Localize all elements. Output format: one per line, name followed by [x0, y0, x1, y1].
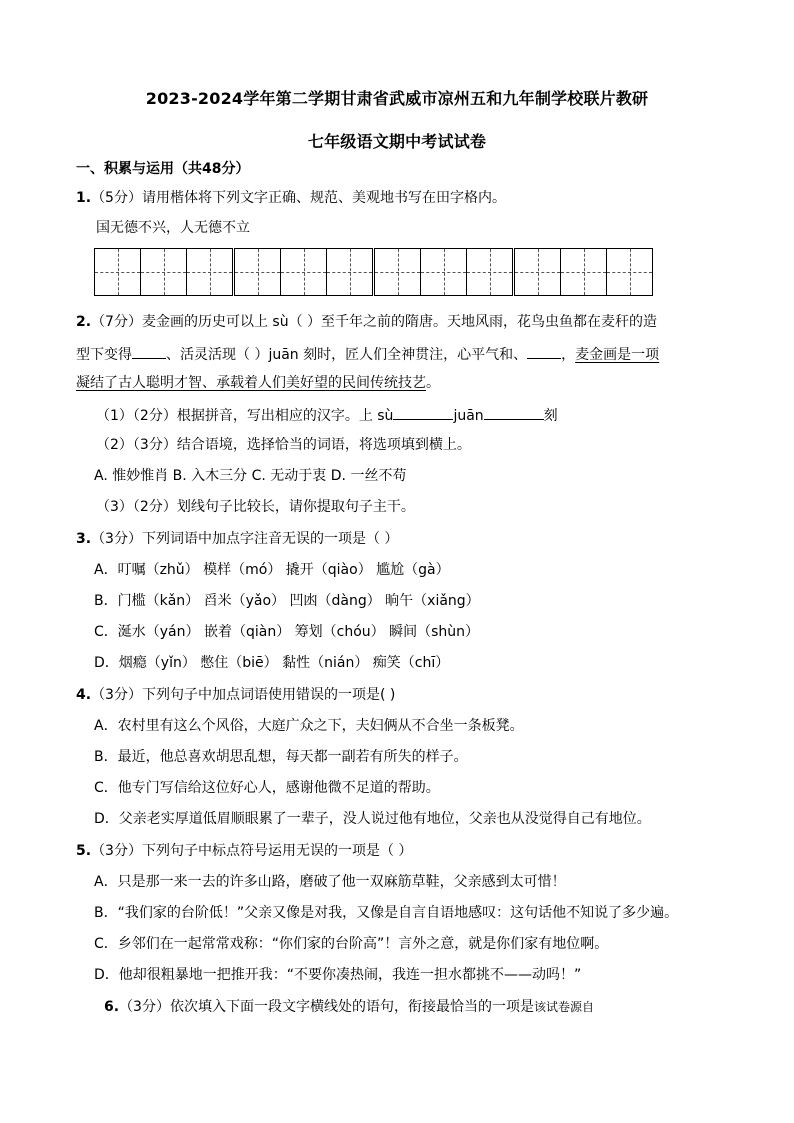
grid-cell[interactable] [420, 248, 467, 296]
question-text: （3分）下列句子中标点符号运用无误的一项是（ ） [91, 843, 413, 859]
option-a[interactable]: A．只是那一来一去的许多山路，磨破了他一双麻筋草鞋，父亲感到太可惜！ [94, 874, 566, 890]
question-text: （3分）下列词语中加点字注音无误的一项是（ ） [91, 531, 399, 547]
underlined-sentence: 凝结了古人聪明才智、承载着人们美好望的民间传统技艺 [76, 375, 426, 391]
question-4 [76, 686, 395, 704]
question-number: 1. [76, 190, 92, 206]
option-d[interactable]: D．父亲老实厚道低眉顺眼累了一辈子，没人说过他有地位，父亲也从没觉得自己有地位。 [94, 811, 651, 827]
option-b[interactable]: B．门槛（kǎn） 舀米（yǎo） 凹凼（dàng） 晌午（xiǎng） [94, 593, 480, 609]
question-6 [104, 998, 594, 1016]
exam-title-line2: 七年级语文期中考试试卷 [307, 132, 487, 151]
question-3 [76, 530, 398, 548]
question-number: 6. [104, 999, 120, 1015]
tianzige-grid[interactable] [94, 248, 674, 296]
option-a[interactable]: A．农村里有这么个风俗，大庭广众之下，夫妇俩从不合坐一条板凳。 [94, 718, 524, 734]
question-1 [76, 189, 506, 207]
question-number: 4. [76, 687, 92, 703]
question-number: 3. [76, 531, 92, 547]
option-c[interactable]: C．涎水（yán） 嵌着（qiàn） 筹划（chóu） 瞬间（shùn） [94, 624, 480, 640]
option-c[interactable]: C．他专门写信给这位好心人，感谢他微不足道的帮助。 [94, 780, 440, 796]
sub-question-text: 刻 [543, 408, 558, 424]
option-b[interactable]: B．“我们家的台阶低！”父亲又像是对我，又像是自言自语地感叹：这句话他不知说了多少遍。 [94, 905, 679, 921]
answer-blank[interactable] [132, 344, 166, 359]
q2-sub1 [96, 405, 558, 425]
exam-title-line1: 2023-2024学年第二学期甘肃省武威市凉州五和九年制学校联片教研 [145, 89, 649, 108]
question-5 [76, 842, 412, 860]
sub-question-text: juān [453, 408, 484, 424]
answer-blank[interactable] [484, 405, 544, 420]
grid-cell[interactable] [140, 248, 187, 296]
q2-line2-part: 型下变得 [76, 347, 132, 363]
q2-line2 [76, 344, 659, 364]
section-heading: 一、积累与运用（共48分） [76, 161, 250, 177]
underlined-sentence: 麦金画是一项 [575, 347, 660, 363]
q1-sentence: 国无德不兴，人无德不立 [96, 220, 250, 236]
question-number: 5. [76, 843, 92, 859]
grid-cell[interactable] [94, 248, 141, 296]
answer-blank[interactable] [527, 344, 561, 359]
q2-line3 [76, 374, 440, 392]
option-d[interactable]: D．烟瘾（yǐn） 憋住（biē） 黏性（nián） 痴笑（chī） [94, 655, 450, 671]
grid-cell[interactable] [186, 248, 233, 296]
grid-cell[interactable] [326, 248, 373, 296]
q2-line3-end: 。 [426, 375, 440, 391]
q2-line2-part: 、活灵活现（ ）juān 刻时，匠人们全神贯注，心平气和、 [166, 347, 528, 363]
question-text: （5分）请用楷体将下列文字正确、规范、美观地书写在田字格内。 [91, 190, 506, 206]
option-c[interactable]: C．乡邻们在一起常常戏称：“你们家的台阶高”！言外之意，就是你们家有地位啊。 [94, 936, 609, 952]
q2-line1: （7分）麦金画的历史可以上 sù（ ）至千年之前的隋唐。天地风雨，花鸟虫鱼都在麦秆的造 [91, 314, 658, 330]
grid-cell[interactable] [466, 248, 513, 296]
question-text: （3分）依次填入下面一段文字横线处的语句，衔接最恰当的一项是 [119, 999, 534, 1015]
question-tail: 该试卷源自 [533, 1000, 594, 1014]
grid-cell[interactable] [514, 248, 561, 296]
q2-sub3: （3）（2分）划线句子比较长，请你提取句子主干。 [96, 499, 415, 515]
grid-cell[interactable] [234, 248, 281, 296]
sub-question-text: （1）（2分）根据拼音，写出相应的汉字。上 sù [96, 408, 394, 424]
q2-sub2-options: A. 惟妙惟肖 B. 入木三分 C. 无动于衷 D. 一丝不苟 [94, 468, 407, 484]
question-text: （3分）下列句子中加点词语使用错误的一项是( ) [91, 687, 396, 703]
option-b[interactable]: B．最近，他总喜欢胡思乱想，每天都一副若有所失的样子。 [94, 749, 468, 765]
question-2 [76, 313, 657, 331]
question-number: 2. [76, 314, 92, 330]
grid-cell[interactable] [280, 248, 327, 296]
option-a[interactable]: A．叮嘱（zhǔ） 模样（mó） 撬开（qiào） 尴尬（gà） [94, 562, 450, 578]
option-d[interactable]: D．他却很粗暴地一把推开我：“不要你凑热闹，我连一担水都挑不——动吗！” [94, 967, 582, 983]
grid-cell[interactable] [606, 248, 653, 296]
grid-cell[interactable] [374, 248, 421, 296]
q2-sub2: （2）（3分）结合语境，选择恰当的词语，将选项填到横上。 [96, 437, 471, 453]
answer-blank[interactable] [393, 405, 453, 420]
q2-line2-part: ， [561, 347, 576, 363]
grid-cell[interactable] [560, 248, 607, 296]
